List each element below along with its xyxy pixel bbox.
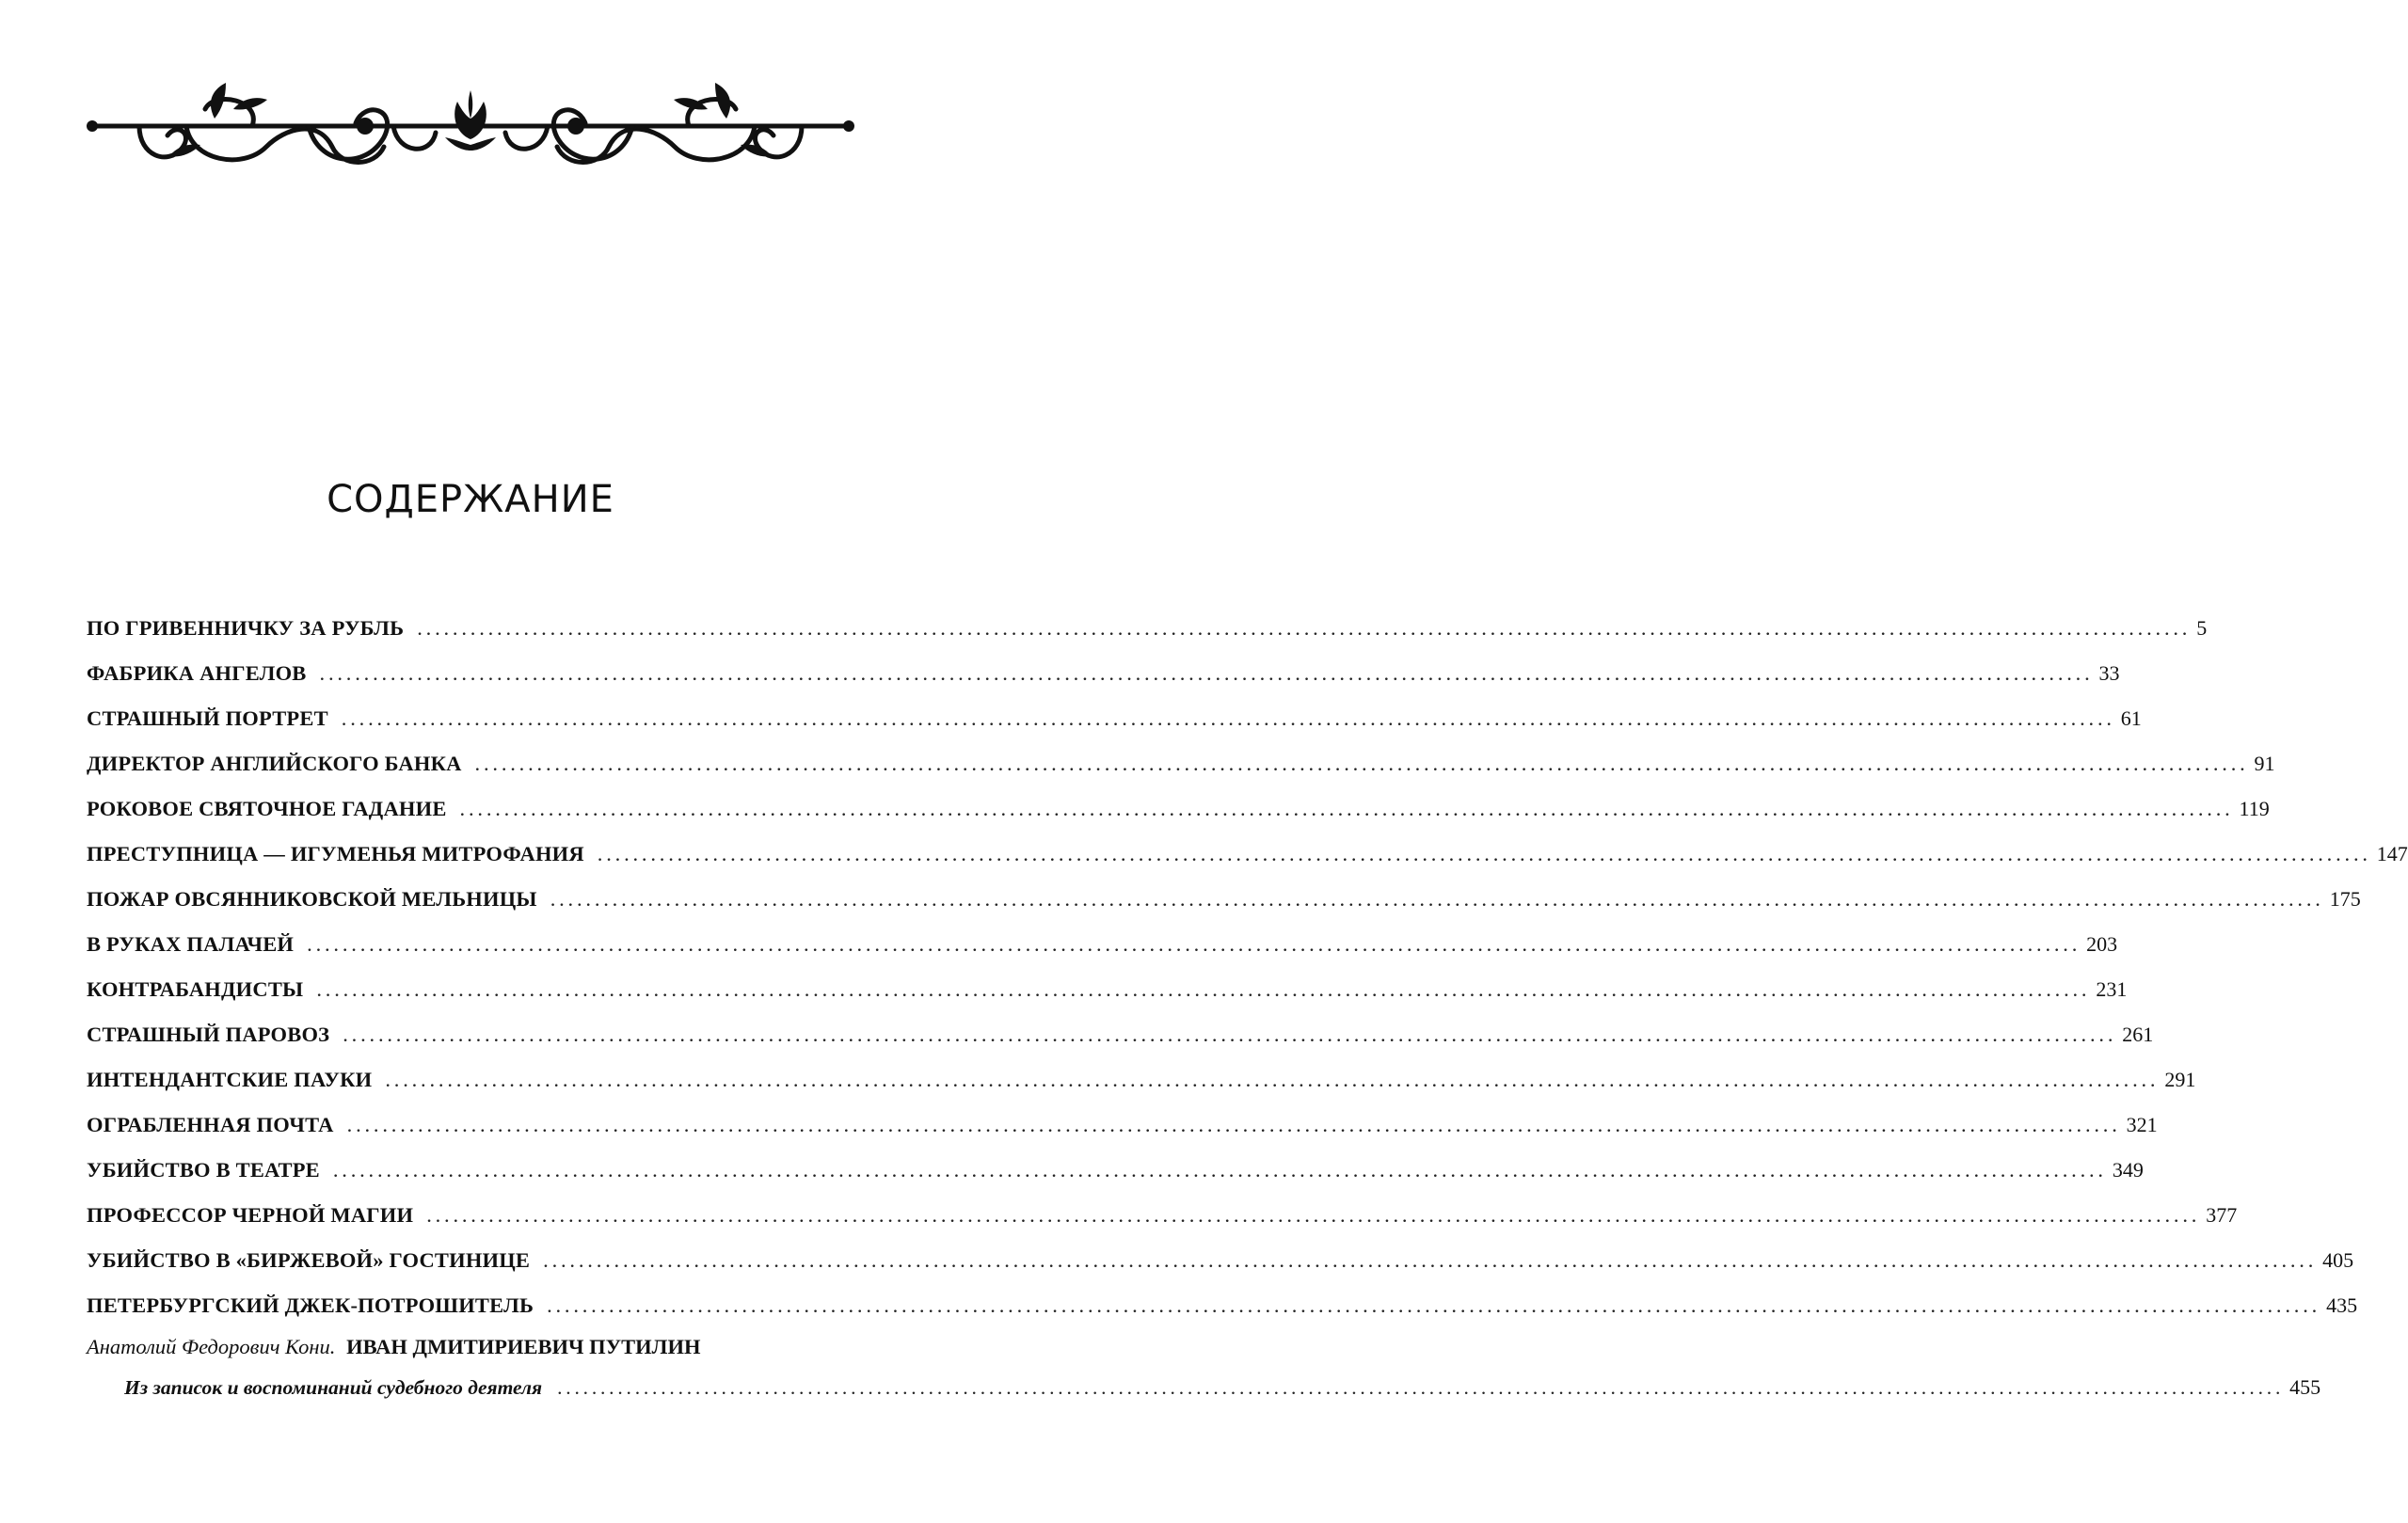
dot-leader: ........................................................................................................................................................................................................ — [385, 1068, 2160, 1091]
dot-leader: ........................................................................................................................................................................................................ — [417, 616, 2192, 640]
toc-entry-page-number: 5 — [2196, 616, 2208, 640]
dot-leader: ........................................................................................................................................................................................................ — [426, 1203, 2201, 1227]
toc-entry-title: ПО ГРИВЕННИЧКУ ЗА РУБЛЬ — [87, 616, 405, 640]
toc-entry-title: УБИЙСТВО В ТЕАТРЕ — [87, 1158, 320, 1182]
toc-entry-title: КОНТРАБАНДИСТЫ — [87, 977, 304, 1001]
toc-entry — [87, 977, 2128, 1023]
toc-entry-page-number: 291 — [2164, 1068, 2196, 1091]
toc-entry-page-number: 175 — [2329, 887, 2361, 911]
dot-leader: ........................................................................................................................................................................................................ — [543, 1248, 2318, 1272]
toc-entry-title: СТРАШНЫЙ ПОРТРЕТ — [87, 706, 328, 730]
toc-entry — [87, 1203, 2238, 1248]
table-of-contents — [87, 616, 2408, 1339]
toc-entry-title: ПРЕСТУПНИЦА — ИГУМЕНЬЯ МИТРОФАНИЯ — [87, 842, 584, 865]
dot-leader: ........................................................................................................................................................................................................ — [597, 842, 2371, 865]
toc-entry — [87, 706, 2142, 752]
toc-entry-title: ОГРАБЛЕННАЯ ПОЧТА — [87, 1113, 334, 1136]
dot-leader: ........................................................................................................................................................................................................ — [547, 1293, 2321, 1317]
toc-entry-title: ПОЖАР ОВСЯННИКОВСКОЙ МЕЛЬНИЦЫ — [87, 887, 537, 911]
dot-leader: ........................................................................................................................................................................................................ — [316, 977, 2091, 1001]
toc-entry-page-number: 33 — [2098, 661, 2120, 685]
toc-entry-page-number: 349 — [2112, 1158, 2144, 1182]
toc-entry-page-number: 435 — [2326, 1293, 2358, 1317]
appendix-author: Анатолий Федорович Кони. — [87, 1335, 336, 1358]
dot-leader: ........................................................................................................................................................................................................ — [346, 1113, 2121, 1136]
toc-entry-page-number: 321 — [2126, 1113, 2158, 1136]
dot-leader: ........................................................................................................................................................................................................ — [341, 706, 2115, 730]
toc-entry — [87, 932, 2118, 977]
page-title: СОДЕРЖАНИЕ — [327, 478, 614, 521]
toc-entry-title: ДИРЕКТОР АНГЛИЙСКОГО БАНКА — [87, 752, 462, 775]
appendix-work-title: ИВАН ДМИТИРИЕВИЧ ПУТИЛИН — [346, 1335, 701, 1358]
dot-leader: ........................................................................................................................................................................................................ — [550, 887, 2324, 911]
toc-entry-page-number: 405 — [2322, 1248, 2354, 1272]
toc-entry — [87, 1158, 2144, 1203]
toc-entry-title: ПРОФЕССОР ЧЕРНОЙ МАГИИ — [87, 1203, 414, 1227]
toc-entry-title: В РУКАХ ПАЛАЧЕЙ — [87, 932, 295, 956]
toc-entry-page-number: 147 — [2376, 842, 2408, 865]
toc-entry-page-number: 61 — [2120, 706, 2142, 730]
toc-entry-page-number: 261 — [2122, 1023, 2154, 1046]
toc-entry-title: УБИЙСТВО В «БИРЖЕВОЙ» ГОСТИНИЦЕ — [87, 1248, 531, 1272]
toc-entry-title: РОКОВОЕ СВЯТОЧНОЕ ГАДАНИЕ — [87, 797, 447, 820]
toc-entry-page-number: 203 — [2086, 932, 2118, 956]
appendix-subtitle-entry — [124, 1375, 2321, 1400]
dot-leader: ........................................................................................................................................................................................................ — [557, 1376, 2285, 1399]
toc-entry-page-number: 119 — [2239, 797, 2270, 820]
toc-entry — [87, 842, 2408, 887]
toc-entry — [87, 1248, 2354, 1293]
dot-leader: ........................................................................................................................................................................................................ — [319, 661, 2094, 685]
toc-entry — [87, 661, 2120, 706]
appendix-page-number: 455 — [2289, 1375, 2321, 1399]
toc-entry — [87, 1023, 2154, 1068]
toc-entry-page-number: 231 — [2096, 977, 2128, 1001]
dot-leader: ........................................................................................................................................................................................................ — [332, 1158, 2107, 1182]
toc-entry-title: ПЕТЕРБУРГСКИЙ ДЖЕК-ПОТРОШИТЕЛЬ — [87, 1293, 534, 1317]
toc-entry — [87, 1068, 2196, 1113]
toc-entry — [87, 887, 2361, 932]
toc-entry-title: ФАБРИКА АНГЕЛОВ — [87, 661, 307, 685]
scroll-ornament-icon — [83, 81, 858, 194]
toc-entry-title: ИНТЕНДАНТСКИЕ ПАУКИ — [87, 1068, 373, 1091]
toc-entry — [87, 1113, 2158, 1158]
toc-entry — [87, 797, 2270, 842]
dot-leader: ........................................................................................................................................................................................................ — [474, 752, 2249, 775]
appendix-author-line — [87, 1335, 847, 1359]
toc-entry — [87, 1293, 2358, 1339]
toc-entry-page-number: 91 — [2254, 752, 2275, 775]
toc-entry — [87, 752, 2275, 797]
toc-entry — [87, 616, 2208, 661]
dot-leader: ........................................................................................................................................................................................................ — [307, 932, 2081, 956]
appendix-subtitle: Из записок и воспоминаний судебного деятеля — [124, 1376, 543, 1399]
dot-leader: ........................................................................................................................................................................................................ — [459, 797, 2234, 820]
toc-entry-title: СТРАШНЫЙ ПАРОВОЗ — [87, 1023, 330, 1046]
toc-entry-page-number: 377 — [2206, 1203, 2238, 1227]
dot-leader: ........................................................................................................................................................................................................ — [343, 1023, 2117, 1046]
